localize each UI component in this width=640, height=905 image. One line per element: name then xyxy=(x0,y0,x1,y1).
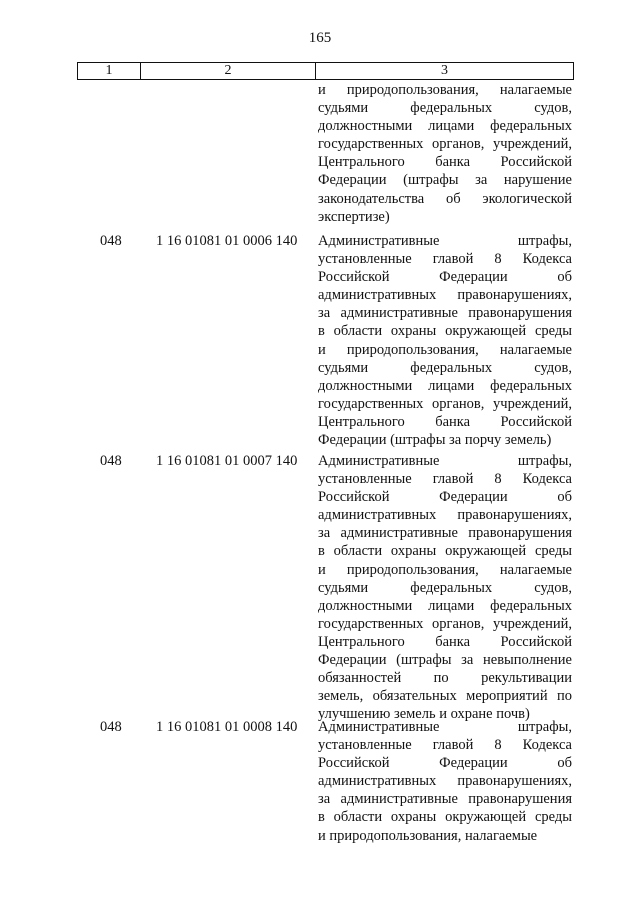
description-line: и природопользования, налагаемые xyxy=(318,341,572,358)
kbk-code: 1 16 01081 01 0008 140 xyxy=(156,719,298,735)
description-line: административных правонарушениях, xyxy=(318,773,572,790)
description-line: должностными лицами федеральных xyxy=(318,597,572,614)
description-line: экспертизе) xyxy=(318,208,390,225)
description xyxy=(318,718,572,845)
admin-code: 048 xyxy=(100,453,122,469)
description xyxy=(318,452,572,723)
admin-code: 048 xyxy=(100,719,122,735)
description-line: за административные правонарушения xyxy=(318,791,572,808)
description-line: Федерации (штрафы за невыполнение xyxy=(318,652,572,669)
table-header xyxy=(77,62,574,80)
description-line: Центрального банка Российской xyxy=(318,413,572,430)
description-line: Федерации (штрафы за нарушение xyxy=(318,172,572,189)
kbk-code: 1 16 01081 01 0006 140 xyxy=(156,233,298,249)
description-line: Административные штрафы, xyxy=(318,719,572,735)
description-line: Центрального банка Российской xyxy=(318,633,572,650)
description-line: Российской Федерации об xyxy=(318,269,572,286)
description-line: и природопользования, налагаемые xyxy=(318,561,572,578)
description-line: Центрального банка Российской xyxy=(318,154,572,171)
description-line: законодательства об экологической xyxy=(318,190,572,207)
description-line: административных правонарушениях, xyxy=(318,507,572,524)
description-line: и природопользования, налагаемые xyxy=(318,827,538,844)
description-line: Административные штрафы, xyxy=(318,453,572,469)
description-line: Российской Федерации об xyxy=(318,489,572,506)
description xyxy=(318,232,572,449)
description-line: Российской Федерации об xyxy=(318,755,572,772)
description-line: судьями федеральных судов, xyxy=(318,359,572,376)
description-line: административных правонарушениях, xyxy=(318,287,572,304)
header-col-1: 1 xyxy=(78,63,141,79)
description-line: и природопользования, налагаемые xyxy=(318,82,572,98)
description-line: установленные главой 8 Кодекса xyxy=(318,471,572,488)
kbk-code: 1 16 01081 01 0007 140 xyxy=(156,453,298,469)
description-line: за административные правонарушения xyxy=(318,525,572,542)
page-number: 165 xyxy=(308,30,332,46)
description-line: в области охраны окружающей среды xyxy=(318,543,572,560)
description-line: судьями федеральных судов, xyxy=(318,100,572,117)
description-line: должностными лицами федеральных xyxy=(318,118,572,135)
description-line: государственных органов, учреждений, xyxy=(318,136,572,153)
description-line: в области охраны окружающей среды xyxy=(318,809,572,826)
description-line: должностными лицами федеральных xyxy=(318,377,572,394)
description-line: установленные главой 8 Кодекса xyxy=(318,251,572,268)
description-line: государственных органов, учреждений, xyxy=(318,395,572,412)
description-line: Федерации (штрафы за порчу земель) xyxy=(318,432,552,449)
description-line: государственных органов, учреждений, xyxy=(318,615,572,632)
header-col-2: 2 xyxy=(141,63,316,79)
description-line: улучшению земель и охране почв) xyxy=(318,706,530,723)
description-line: земель, обязательных мероприятий по xyxy=(318,688,572,705)
description-line: судьями федеральных судов, xyxy=(318,579,572,596)
description-line: в области охраны окружающей среды xyxy=(318,323,572,340)
description-line: за административные правонарушения xyxy=(318,305,572,322)
description-line: Административные штрафы, xyxy=(318,233,572,249)
description xyxy=(318,81,572,226)
admin-code: 048 xyxy=(100,233,122,249)
header-col-3: 3 xyxy=(441,63,448,78)
description-line: установленные главой 8 Кодекса xyxy=(318,737,572,754)
description-line: обязанностей по рекультивации xyxy=(318,670,572,687)
